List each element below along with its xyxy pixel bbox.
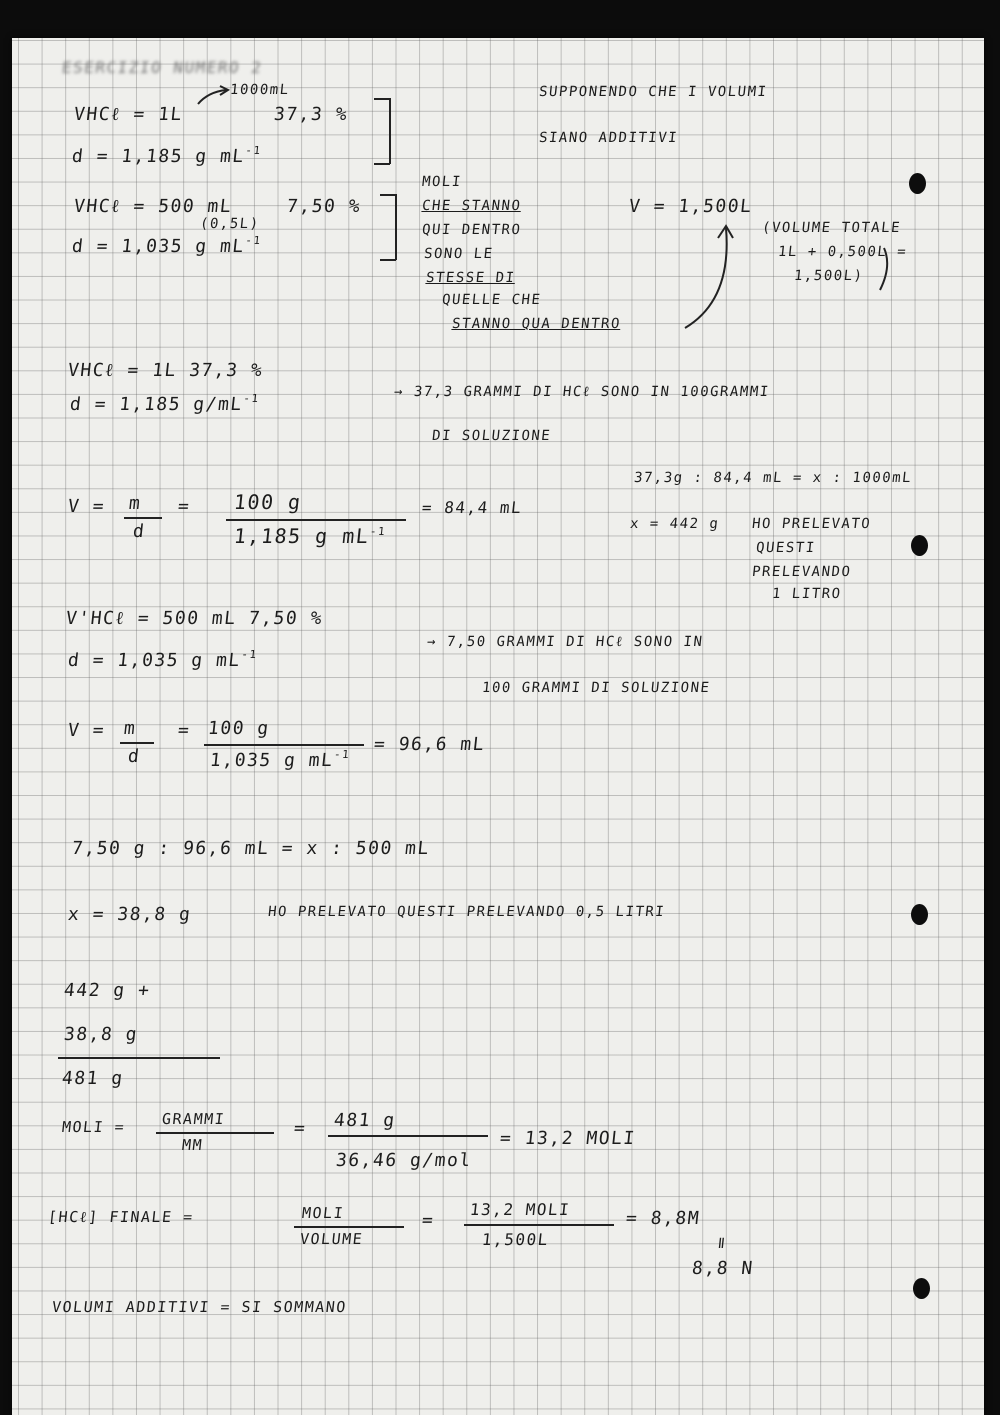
step2-density: d = 1,035 g $mL^{-1}$	[66, 648, 259, 671]
sum-total: 481 g	[60, 1068, 125, 1089]
step1-result: = 84,4 mL	[421, 498, 524, 517]
bracket	[395, 194, 397, 260]
step1-proportion: 37,3g : 84,4 mL = x : 1000mL	[633, 470, 913, 486]
fraction-bar	[328, 1135, 488, 1137]
step1-x-note-4: 1 LITRO	[771, 586, 843, 602]
fraction-bar	[204, 744, 364, 746]
step1-x-note-1: HO PRELEVATO	[751, 516, 872, 532]
moles-note-2: CHE STANNO	[421, 198, 523, 214]
fraction-bar	[156, 1132, 274, 1134]
step2-formula-m: m	[122, 718, 138, 739]
equivalence-mark: ǁ	[716, 1236, 728, 1252]
fraction-bar	[124, 517, 162, 519]
step2-x: x = 38,8 g	[66, 904, 193, 925]
volume-2: VHCℓ = 500 mL	[72, 196, 234, 217]
step2-calc-den: 1,035 g $mL^{-1}$	[208, 748, 351, 771]
step1-x-note-3: PRELEVANDO	[751, 564, 853, 580]
sum-term-2: 38,8 g	[62, 1024, 140, 1045]
moles-result: = 13,2 MOLI	[498, 1128, 637, 1149]
volume-1: VHCℓ = 1L	[72, 104, 184, 125]
density-2: d = 1,035 g $mL^{-1}$	[70, 234, 263, 257]
step2-calc-num: 100 g	[206, 718, 271, 739]
conc-den: 1,500L	[481, 1230, 550, 1249]
volume-1-note: 1000mL	[229, 82, 291, 98]
step2-proportion: 7,50 g : 96,6 mL = x : 500 mL	[70, 838, 431, 859]
conc-lhs: [HCℓ] FINALE =	[47, 1208, 195, 1226]
step1-x-note-2: QUESTI	[755, 540, 817, 556]
moles-frac-num: GRAMMI	[161, 1110, 227, 1128]
step2-result: = 96,6 mL	[372, 734, 487, 755]
fraction-bar	[226, 519, 406, 521]
bracket	[389, 98, 391, 164]
conc-result: = 8,8M	[624, 1208, 702, 1229]
step1-calc-num: 100 g	[232, 490, 303, 514]
step2-meaning-1: → 7,50 GRAMMI DI HCℓ SONO IN	[426, 634, 705, 650]
moles-num: 481 g	[332, 1110, 397, 1131]
step1-density: d = 1,185 $g/mL^{-1}$	[68, 392, 261, 415]
bracket	[380, 194, 396, 196]
total-volume-note-3: 1,500L)	[793, 268, 865, 284]
moles-frac-den: MM	[181, 1136, 205, 1154]
assumption-line-2: SIANO ADDITIVI	[538, 130, 679, 146]
bracket	[380, 259, 396, 261]
moles-note-6: QUELLE CHE	[441, 292, 543, 308]
assumption-line-1: SUPPONENDO CHE I VOLUMI	[538, 84, 769, 100]
conc-result-normal: 8,8 N	[690, 1258, 755, 1279]
total-volume: V = 1,500L	[627, 196, 754, 217]
bracket	[374, 98, 390, 100]
volume-2-note: (0,5L)	[199, 216, 261, 232]
step2-meaning-2: 100 GRAMMI DI SOLUZIONE	[481, 680, 712, 696]
moles-note-1: MOLI	[421, 174, 463, 190]
step2-x-note: HO PRELEVATO QUESTI PRELEVANDO 0,5 LITRI	[267, 904, 666, 920]
step1-x: x = 442 g	[629, 516, 721, 532]
step1-formula-v: V =	[66, 496, 107, 517]
step1-meaning-1: → 37,3 GRAMMI DI HCℓ SONO IN 100GRAMMI	[393, 384, 771, 400]
moles-lhs: MOLI =	[61, 1118, 127, 1136]
moles-note-5: STESSE DI	[425, 270, 517, 286]
step1-formula-m: m	[127, 493, 143, 514]
exercise-title: ESERCIZIO NUMERO 2	[61, 58, 264, 77]
conc-frac-den: VOLUME	[299, 1230, 365, 1248]
moles-note-3: QUI DENTRO	[421, 222, 523, 238]
fraction-bar	[464, 1224, 614, 1226]
conc-frac-num: MOLI	[301, 1204, 346, 1222]
percent-2: 7,50 %	[285, 196, 363, 217]
step1-formula-d: d	[131, 521, 147, 542]
moles-den: 36,46 g/mol	[334, 1150, 473, 1171]
fraction-bar	[294, 1226, 404, 1228]
step2-formula-v: V =	[66, 720, 107, 741]
total-volume-note-1: (VOLUME TOTALE	[761, 220, 902, 236]
conc-num: 13,2 MOLI	[469, 1200, 572, 1219]
step1-calc-den: 1,185 g $mL^{-1}$	[232, 524, 387, 548]
step2-volume: V'HCℓ = 500 mL 7,50 %	[64, 608, 324, 629]
equals-sign: =	[176, 496, 192, 517]
conc-equals: =	[420, 1210, 436, 1231]
step1-meaning-2: DI SOLUZIONE	[431, 428, 552, 444]
additive-volumes-note: VOLUMI ADDITIVI = SI SOMMANO	[51, 1298, 348, 1316]
density-1: d = 1,185 g $mL^{-1}$	[70, 144, 263, 167]
step1-volume: VHCℓ = 1L 37,3 %	[66, 360, 265, 381]
total-volume-note-2: 1L + 0,500L =	[777, 244, 908, 260]
equals-sign: =	[176, 720, 192, 741]
step2-formula-d: d	[126, 746, 142, 767]
moles-equals: =	[292, 1118, 308, 1139]
percent-1: 37,3 %	[272, 104, 350, 125]
moles-note-4: SONO LE	[423, 246, 495, 262]
bracket	[374, 163, 390, 165]
sum-term-1: 442 g +	[62, 980, 152, 1001]
moles-note-7: STANNO QUA DENTRO	[451, 316, 622, 332]
notebook-sheet	[12, 38, 984, 1415]
fraction-bar	[120, 742, 154, 744]
sum-line	[58, 1057, 220, 1059]
